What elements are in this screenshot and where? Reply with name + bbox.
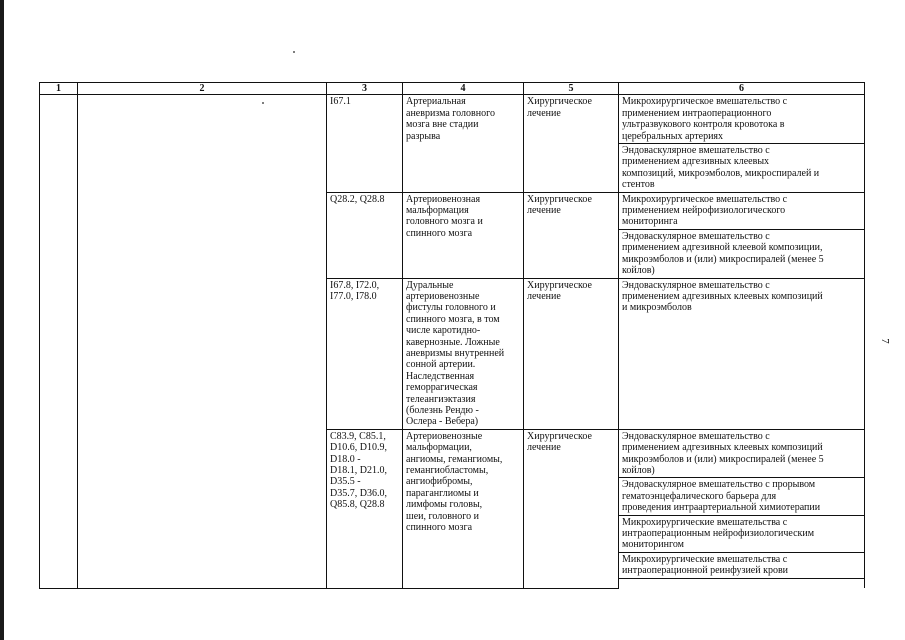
treatment-cell: Хирургическое лечение xyxy=(524,429,619,588)
method-cell: Эндоваскулярное вмешательство с применением адгезивных клеевых композиций и микроэмболов xyxy=(619,278,865,429)
column-header: 3 xyxy=(327,83,403,95)
scan-left-edge xyxy=(0,0,4,640)
diagnosis-cell: Дуральные артериовенозные фистулы головного и спинного мозга, в том числе каротидно- кавернозные. Ложные аневризмы внутренней сонной артерии. Наследственная геморрагическая телеангиэктазия (болезнь Рендю - Ослера - Вебера) xyxy=(403,278,524,429)
method-cell: Эндоваскулярное вмешательство с применением адгезивной клеевой композиции, микроэмболов и (или) микроспиралей (менее 5 койлов) xyxy=(619,229,865,278)
procedures-table xyxy=(39,82,865,589)
method-cell: Микрохирургические вмешательства с интраоперационной реинфузией крови xyxy=(619,552,865,578)
header-row xyxy=(40,83,865,95)
method-cell: Эндоваскулярное вмешательство с применением адгезивных клеевых композиций, микроэмболов, микроспиралей и стентов xyxy=(619,144,865,193)
column-header: 4 xyxy=(403,83,524,95)
column-1-cell xyxy=(40,95,78,588)
diagnosis-cell: Артериовенозные мальформации, ангиомы, гемангиомы, гемангиобластомы, ангиофибромы, параганглиомы и лимфомы головы, шеи, головного и спинного мозга xyxy=(403,429,524,588)
column-header: 2 xyxy=(78,83,327,95)
column-header: 5 xyxy=(524,83,619,95)
method-cell-continued xyxy=(619,578,865,588)
method-cell: Микрохирургические вмешательства с интраоперационным нейрофизиологическим мониторингом xyxy=(619,515,865,552)
codes-cell: I67.8, I72.0, I77.0, I78.0 xyxy=(327,278,403,429)
treatment-cell: Хирургическое лечение xyxy=(524,192,619,278)
treatment-cell: Хирургическое лечение xyxy=(524,95,619,192)
scan-speck xyxy=(293,51,295,53)
method-cell: Эндоваскулярное вмешательство с применением адгезивных клеевых композиций микроэмболов и (или) микроспиралей (менее 5 койлов) xyxy=(619,429,865,478)
method-cell: Микрохирургическое вмешательство с применением интраоперационного ультразвукового контроля кровотока в церебральных артериях xyxy=(619,95,865,144)
column-header: 1 xyxy=(40,83,78,95)
codes-cell: C83.9, C85.1, D10.6, D10.9, D18.0 - D18.1, D21.0, D35.5 - D35.7, D36.0, Q85.8, Q28.8 xyxy=(327,429,403,588)
treatment-cell: Хирургическое лечение xyxy=(524,278,619,429)
codes-cell: Q28.2, Q28.8 xyxy=(327,192,403,278)
diagnosis-cell: Артериальная аневризма головного мозга вне стадии разрыва xyxy=(403,95,524,192)
column-2-cell xyxy=(78,95,327,588)
codes-cell: I67.1 xyxy=(327,95,403,192)
method-cell: Эндоваскулярное вмешательство с прорывом гематоэнцефалического барьера для проведения интраартериальной химиотерапии xyxy=(619,478,865,515)
method-cell: Микрохирургическое вмешательство с применением нейрофизиологического мониторинга xyxy=(619,192,865,229)
column-header: 6 xyxy=(619,83,865,95)
table-row xyxy=(40,95,865,144)
diagnosis-cell: Артериовенозная мальформация головного мозга и спинного мозга xyxy=(403,192,524,278)
page-number: 7 xyxy=(878,338,891,344)
